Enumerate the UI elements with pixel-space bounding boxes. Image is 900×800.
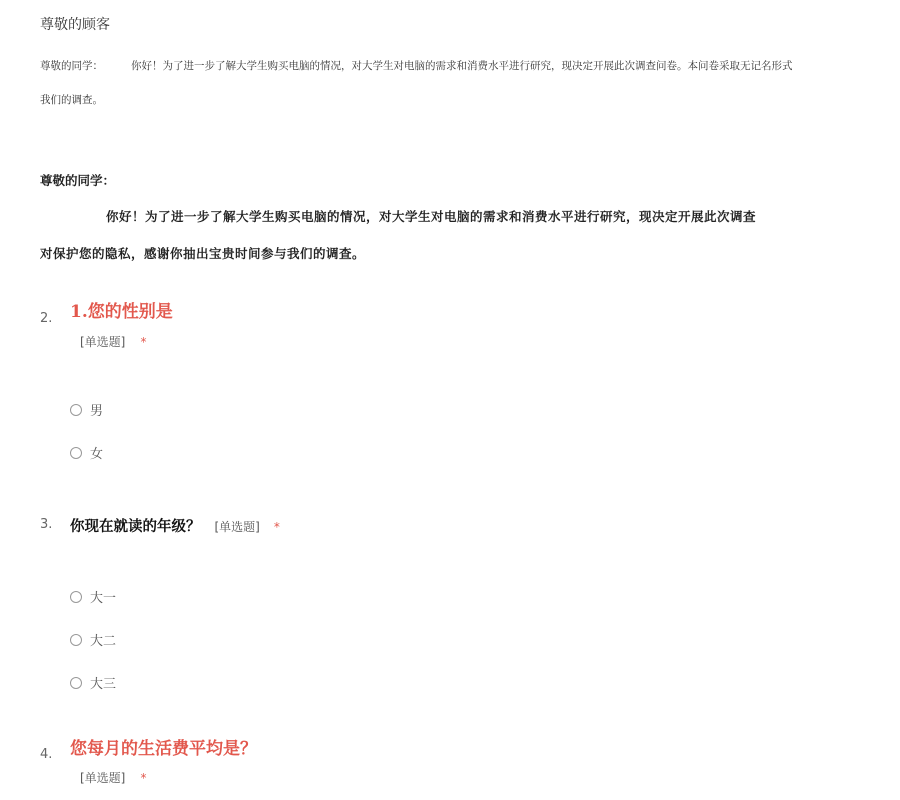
option-label: 女 — [90, 447, 104, 462]
question-type-label: [单选题] — [80, 335, 126, 349]
required-marker: * — [273, 520, 280, 534]
salutation: 尊敬的同学： — [40, 173, 116, 188]
question-type-label: [单选题] — [80, 771, 126, 785]
question-title: 你现在就读的年级？ — [70, 519, 201, 535]
greeting-title: 尊敬的顾客 — [40, 17, 110, 33]
radio-button[interactable] — [70, 591, 82, 603]
intro-paragraph-line-2: 对保护您的隐私，感谢你抽出宝贵时间参与我们的调查。 — [40, 246, 366, 261]
option-female[interactable] — [70, 443, 103, 462]
intro-line-1 — [40, 58, 793, 73]
radio-button[interactable] — [70, 634, 82, 646]
option-label: 大一 — [90, 591, 117, 606]
question-type-label: [单选题] — [214, 520, 260, 534]
radio-button[interactable] — [70, 404, 82, 416]
option-freshman[interactable] — [70, 587, 116, 606]
radio-button[interactable] — [70, 447, 82, 459]
intro-salutation: 尊敬的同学： — [40, 60, 103, 72]
radio-button[interactable] — [70, 677, 82, 689]
intro-line-2: 我们的调查。 — [40, 94, 103, 106]
intro-body-text: 你好！为了进一步了解大学生购买电脑的情况，对大学生对电脑的需求和消费水平进行研究，现决定开展此次调查问卷。本问卷采取无记名形式 — [131, 60, 793, 72]
question-title: 您每月的生活费平均是？ — [70, 739, 257, 759]
intro-paragraph-line-1: 你好！为了进一步了解大学生购买电脑的情况，对大学生对电脑的需求和消费水平进行研究，现决定开展此次调查 — [106, 209, 757, 224]
required-marker: * — [140, 771, 147, 785]
question-number: 3. — [40, 517, 53, 532]
option-label: 男 — [90, 404, 104, 419]
option-sophomore[interactable] — [70, 630, 116, 649]
question-number: 2. — [40, 311, 53, 326]
question-meta — [80, 767, 146, 786]
question-title: 1.您的性别是 — [70, 302, 173, 322]
option-label: 大二 — [90, 634, 117, 649]
required-marker: * — [140, 335, 147, 349]
option-label: 大三 — [90, 677, 117, 692]
question-header — [70, 515, 280, 536]
option-male[interactable] — [70, 400, 103, 419]
question-number: 4. — [40, 747, 53, 762]
option-junior[interactable] — [70, 673, 116, 692]
question-meta — [80, 331, 146, 350]
